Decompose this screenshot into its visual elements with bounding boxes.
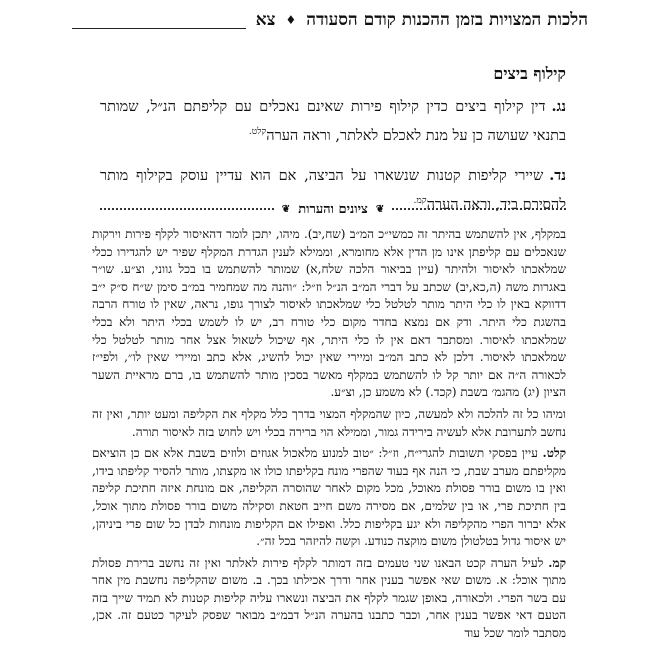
- running-header-title: הלכות המצויות בזמן ההכנות קודם הסעודה: [306, 10, 588, 30]
- paragraph-marker: נד.: [549, 166, 566, 184]
- ornament-icon: ❦: [281, 203, 291, 215]
- paragraph-text: שיירי קליפות קטנות שנשארו על הביצה, אם הוא עדיין עוסק בקילוף מותר להסירם ביד, וראה הערה: [100, 167, 566, 213]
- paragraph-marker: נג.: [551, 98, 566, 115]
- note: [92, 226, 566, 402]
- note-text: במקלף, אין להשתמש בהיתר זה כמשי״כ המ״ב (שח,יב). מיהו, יתכן לומר דהאיסור לקלף פירות וירקות שנאכלים עם קליפתן אינו מן הדין אלא מחומרא, וממילא לענין הגדרת המקלף שפיר יש להגדירו ככלי שמלאכתו לאיסור ולהיתר (עיין בביאור הלכה שלח,א) שמותר להשתמש בו בכל גווני, וצ״ע. שו״ר באגרות משה (ה,כא,יב) שכתב על דברי המ״ב הנ״ל וז״ל: ״והנה מה שמחמיר במ״ב סימן ש״ח ס״ק י״ב דדווקא באין לו כלי היתר מותר לטלטל כלי שמלאכתו לאיסור לצורך גופו, נראה, שאין לו טורח הרבה בהשגת כלי היתר. ודק אם נמצא בחדר מקום כלי טורח רב, יש לו לשמש בכלי היתר ולא בכלי שמלאכתו לאיסור. ומסתבר דאם אין לו כלי היתר, אף שיכול לשאול אצל אחר מותר לטלטל כלי שמלאכתו לאיסור. דלכן לא כתב המ״ב ומיירי שאין יכול להשיג, אלא כתב ומיירי שאין לו״, ולפי״ז לכאורה ה״ה אם יותר קל לו להשתמש במקלף מאשר בסכין מותר להשתמש בו, ברם מראיית השער הציון (יג) מהגמ׳ בשבת (קכד.) לא משמע כן, וצ״ע.: [92, 227, 566, 400]
- dotted-rule: [100, 208, 274, 210]
- note: [92, 406, 566, 441]
- footnote-ref[interactable]: קמ.: [413, 195, 427, 206]
- page-number: צא: [255, 10, 276, 30]
- paragraph-text: דין קילוף ביצים כדין קילוף פירות שאינם נאכלים עם קליפתם הנ״ל, שמותר בתנאי שעושה כן על מנת לאכלם לאלתר, וראה הערה: [100, 99, 566, 144]
- notes-section: [92, 226, 566, 647]
- running-header: [68, 6, 588, 34]
- ornament-icon: ❦: [375, 203, 385, 215]
- paragraph-nun-gimel: [100, 94, 566, 149]
- note-text: ומיהו כל זה להלכה ולא למעשה, כיון שהמקלף המצוי בדרך כלל מקלף את הקליפה ומעט יותר, ואין זה נחשב לתערובת אלא לעשיה בירידה גמור, וממילא הוי ברירה בכלי ויש לחוש בזה לאיסור תורה.: [92, 406, 566, 439]
- header-rule: [72, 28, 246, 29]
- note-text: לעיל הערה קכט הבאנו שני טעמים בזה דמותר לקלף פירות לאלתר ואין זה נחשב ברירת פסולת מתוך אוכל: א. משום שאי אפשר בענין אחר ודרך אכילתו בכך. ב. משום שהקליפה נחשבת מין אחר עם בשר הפרי. ולכאורה, באופן שגמר לקלף את הביצה ונשארו עליה קליפות קטנות לא תמיד שייך בזה הטעם דאי אפשר בענין אחר, וכבר כתבנו בהערה הנ״ל דבמ״ב מבואר שפסק לעיקר כטעם זה. אכן, מסתבר לומר שכל עוד: [92, 555, 566, 641]
- note: [92, 555, 566, 643]
- note-number: קמ.: [548, 555, 566, 570]
- notes-divider: [100, 200, 566, 218]
- note-number: קלט.: [542, 446, 566, 461]
- notes-title: ציונים והערות: [298, 202, 368, 217]
- note: [92, 445, 566, 551]
- note-text: עיין בפסקי תשובות להגרי״ח, וז״ל: ״טוב למנוע מלאכול אגוזים ולוזים בשבת אלא אם כן הוציאם מקליפתם מערב שבת, כי הנה אף בעוד שהפרי מונח בקליפתו כולו או מקצתו, מותר להסיר קליפתו בידו, ואין בו משום בורר פסולת מאוכל, מכל מקום לאחר שהוסרה הקליפה, אם מונחת איזה חתיכת קליפה בין חתיכת פרי, או בין שלמים, אם מסירה משם חייב חטאת וסקילה משום בורר פסולת מתוך אוכל, אלא יברור הפרי מהקליפה ולא יגע בקליפות כלל. ואפילו אם הקליפות מונחות לבדן כל שום פרי ביניהן, יש איסור גדול בטלטולן משום מוקצה כנודע. וקשה להיזהר בכל זה״.: [92, 446, 566, 549]
- footnote-ref[interactable]: קלט.: [248, 127, 267, 137]
- dotted-rule: [392, 208, 566, 210]
- section-heading: קילוף ביצים: [493, 64, 566, 83]
- header-separator-glyph: ♦: [285, 13, 297, 27]
